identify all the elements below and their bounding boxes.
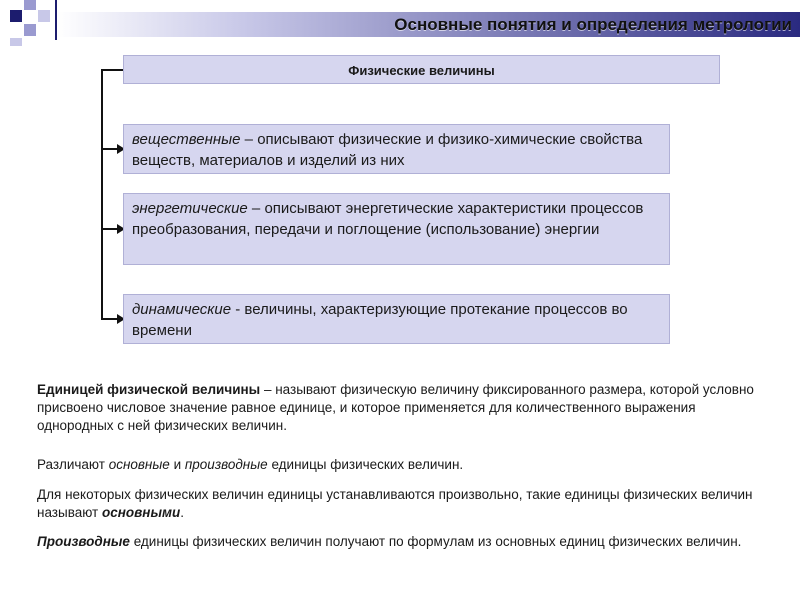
paragraph (37, 533, 757, 551)
paragraph-emphasis: основные (108, 457, 170, 472)
diagram-connector (101, 69, 123, 71)
decor-square (24, 24, 36, 36)
paragraph-text: единицы физических величин. (267, 457, 464, 472)
paragraph-text: Для некоторых физических величин единицы устанавливаются произвольно, такие единицы физических величин называют (37, 487, 753, 520)
decor-square (10, 10, 22, 22)
diagram-item-text: - величины, характеризующие протекание процессов во времени (132, 301, 628, 339)
paragraph-emphasis: производные (184, 457, 268, 472)
diagram-item-term: вещественные (132, 131, 241, 148)
definition-term: Единицей физической величины (37, 382, 261, 397)
decor-square (10, 38, 22, 46)
diagram-item-box (123, 294, 670, 344)
page-title: Основные понятия и определения метрологии (394, 15, 792, 34)
paragraph-emphasis: основными (102, 505, 181, 520)
paragraph-text: Различают (37, 457, 109, 472)
diagram-item-term: энергетические (132, 200, 248, 217)
diagram-item-box (123, 193, 670, 265)
decor-square (24, 0, 36, 10)
diagram-root-box: Физические величины (123, 55, 720, 84)
paragraph-emphasis: Производные (37, 534, 130, 549)
definition-paragraph (37, 381, 757, 435)
diagram-item-term: динамические (132, 301, 232, 318)
paragraph (37, 486, 757, 522)
paragraph-text: единицы физических величин получают по формулам из основных единиц физических величин. (129, 534, 742, 549)
definition-text: – называют физическую величину фиксированного размера, которой условно присвоено числовое значение равное единице, и которое применяется для количественного выражения однородных с ней физических величин. (37, 382, 754, 433)
paragraph (37, 456, 757, 474)
paragraph-text: и (169, 457, 185, 472)
diagram-item-box (123, 124, 670, 174)
paragraph-text: . (180, 505, 184, 520)
diagram-connector (101, 69, 103, 320)
diagram-item-text: – описывают физические и физико-химические свойства веществ, материалов и изделий из них (132, 131, 643, 169)
diagram-item-text: – описывают энергетические характеристики процессов преобразования, передачи и поглощение (использование) энергии (132, 200, 644, 238)
decor-square (38, 10, 50, 22)
